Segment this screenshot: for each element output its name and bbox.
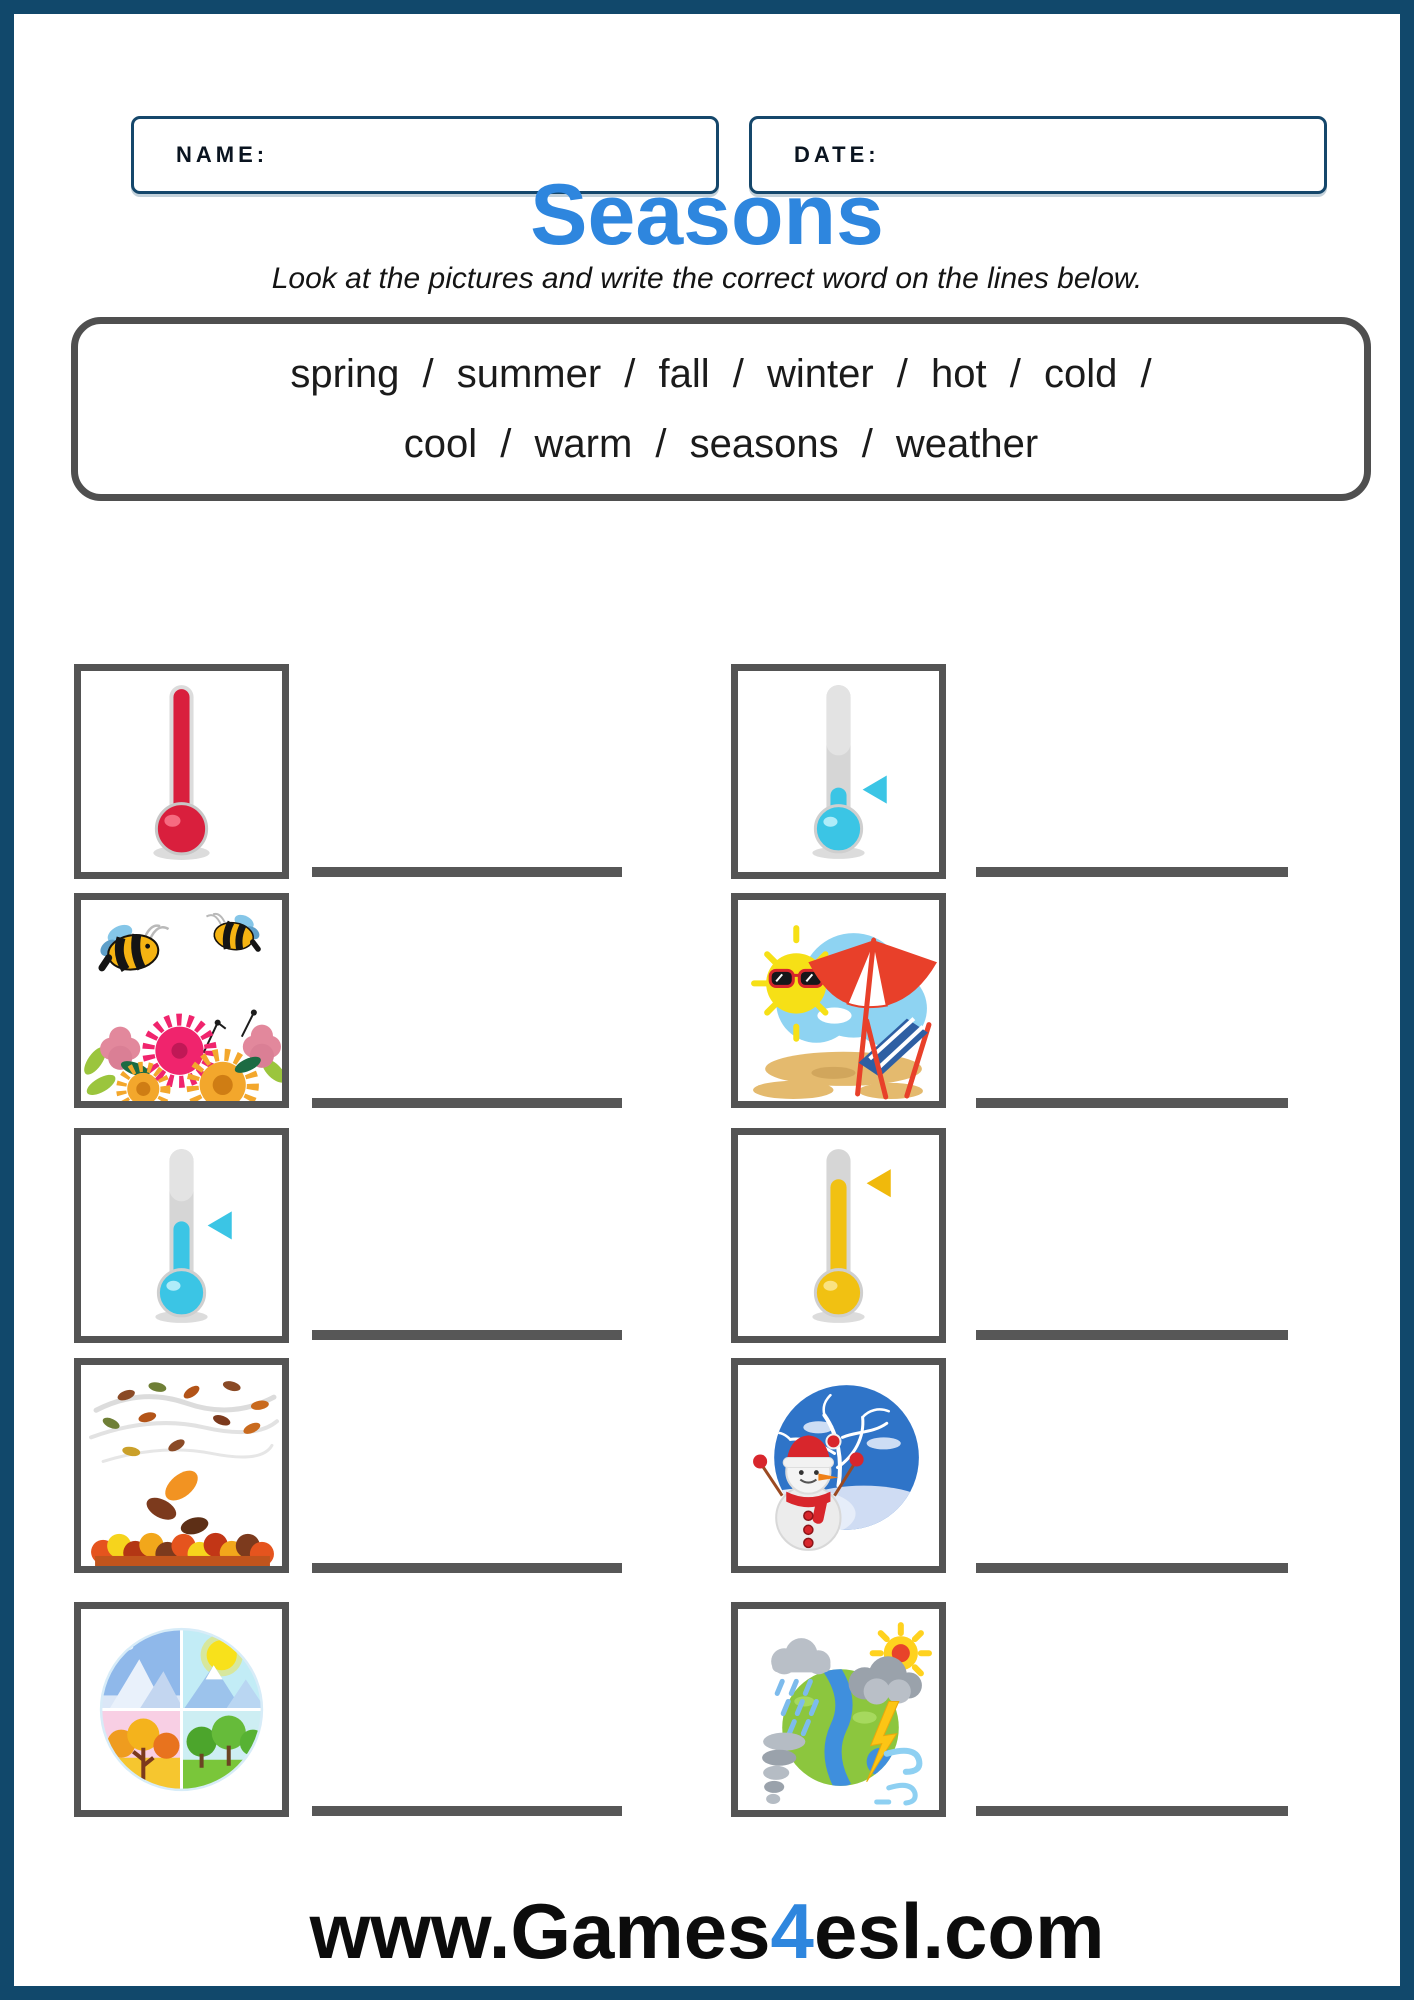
four-seasons-circle-icon (81, 1609, 282, 1810)
answer-line-3[interactable] (312, 1098, 622, 1108)
weather-elements-icon (738, 1609, 939, 1810)
warm-thermometer-icon (738, 1135, 939, 1336)
answer-line-6[interactable] (976, 1330, 1288, 1340)
picture-box-summer (731, 893, 946, 1108)
answer-line-1[interactable] (312, 867, 622, 877)
picture-box-cool (74, 1128, 289, 1343)
word-bank-box (71, 317, 1371, 501)
answer-line-4[interactable] (976, 1098, 1288, 1108)
picture-box-fall (74, 1358, 289, 1573)
footer-suffix: esl.com (813, 1887, 1105, 1975)
picture-box-weather (731, 1602, 946, 1817)
date-label: DATE: (794, 142, 880, 167)
instruction-text: Look at the pictures and write the correct word on the lines below. (271, 262, 1143, 295)
picture-box-winter (731, 1358, 946, 1573)
winter-snowman-icon (738, 1365, 939, 1566)
footer-url (14, 1887, 1400, 1975)
spring-bees-flowers-icon (81, 900, 282, 1101)
answer-line-8[interactable] (976, 1563, 1288, 1573)
picture-box-seasons (74, 1602, 289, 1817)
picture-box-spring (74, 893, 289, 1108)
cool-thermometer-icon (81, 1135, 282, 1336)
hot-thermometer-icon (81, 671, 282, 872)
answer-line-7[interactable] (312, 1563, 622, 1573)
picture-box-hot (74, 664, 289, 879)
answer-line-5[interactable] (312, 1330, 622, 1340)
answer-line-2[interactable] (976, 867, 1288, 877)
footer-prefix: www.Games (309, 1887, 771, 1975)
name-label: NAME: (176, 142, 269, 167)
footer-accent: 4 (770, 1887, 814, 1975)
answer-line-10[interactable] (976, 1806, 1288, 1816)
word-bank-line-1: spring / summer / fall / winter / hot / cold / (290, 352, 1152, 396)
word-bank-line-2: cool / warm / seasons / weather (403, 422, 1039, 466)
picture-box-warm (731, 1128, 946, 1343)
summer-beach-icon (738, 900, 939, 1101)
answer-line-9[interactable] (312, 1806, 622, 1816)
cold-thermometer-icon (738, 671, 939, 872)
page-title: Seasons (530, 167, 884, 263)
picture-box-cold (731, 664, 946, 879)
fall-leaves-icon (81, 1365, 282, 1566)
